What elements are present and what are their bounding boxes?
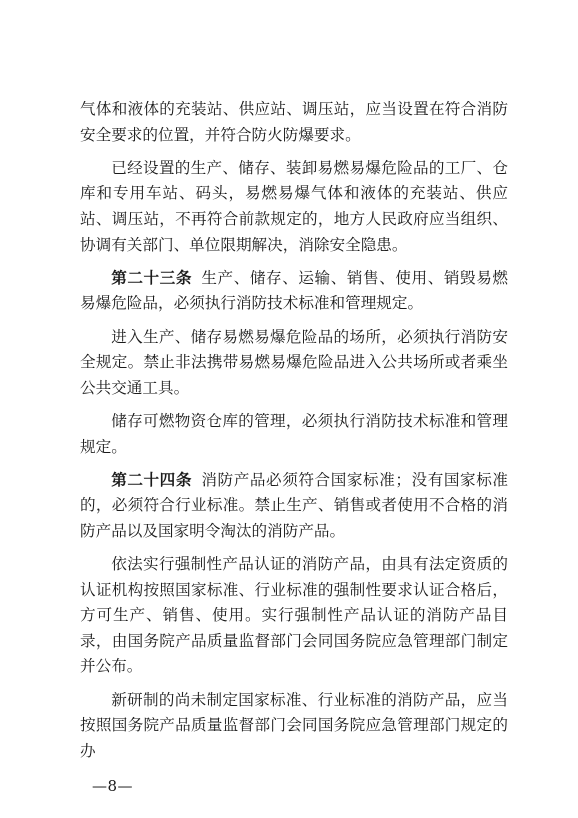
paragraph-8 [80, 688, 508, 765]
paragraph-4-text: 进入生产、储存易燃易爆危险品的场所，必须执行消防安全规定。禁止非法携带易燃易爆危险品进入公共场所或者乘坐公共交通工具。 [80, 327, 508, 397]
paragraph-4 [80, 325, 508, 402]
article-23 [80, 266, 508, 317]
paragraph-8-text: 新研制的尚未制定国家标准、行业标准的消防产品，应当按照国务院产品质量监督部门会同国务院应急管理部门规定的办 [80, 690, 508, 760]
paragraph-2-text: 已经设置的生产、储存、装卸易燃易爆危险品的工厂、仓库和专用车站、码头，易燃易爆气体和液体的充装站、供应站、调压站，不再符合前款规定的，地方人民政府应当组织、协调有关部门、单位限期解决，消除安全隐患。 [80, 158, 508, 254]
article-23-text: 生产、储存、运输、销售、使用、销毁易燃易爆危险品，必须执行消防技术标准和管理规定。 [80, 268, 508, 313]
article-24-title: 第二十四条 [111, 470, 193, 489]
page-number: —8— [92, 777, 134, 795]
article-24-text: 消防产品必须符合国家标准；没有国家标准的，必须符合行业标准。禁止生产、销售或者使用不合格的消防产品以及国家明令淘汰的消防产品。 [80, 470, 508, 540]
article-24 [80, 468, 508, 545]
paragraph-1-text: 气体和液体的充装站、供应站、调压站，应当设置在符合消防安全要求的位置，并符合防火防爆要求。 [80, 100, 508, 144]
article-23-title: 第二十三条 [111, 268, 193, 287]
paragraph-5-text: 储存可燃物资仓库的管理，必须执行消防技术标准和管理规定。 [80, 411, 508, 456]
paragraph-5 [80, 409, 508, 460]
paragraph-2 [80, 156, 508, 258]
document-body [80, 97, 508, 772]
paragraph-1 [80, 97, 508, 148]
paragraph-7-text: 依法实行强制性产品认证的消防产品，由具有法定资质的认证机构按照国家标准、行业标准的强制性要求认证合格后，方可生产、销售、使用。实行强制性产品认证的消防产品目录，由国务院产品质量监督部门会同国务院应急管理部门制定并公布。 [80, 555, 508, 676]
paragraph-7 [80, 552, 508, 680]
